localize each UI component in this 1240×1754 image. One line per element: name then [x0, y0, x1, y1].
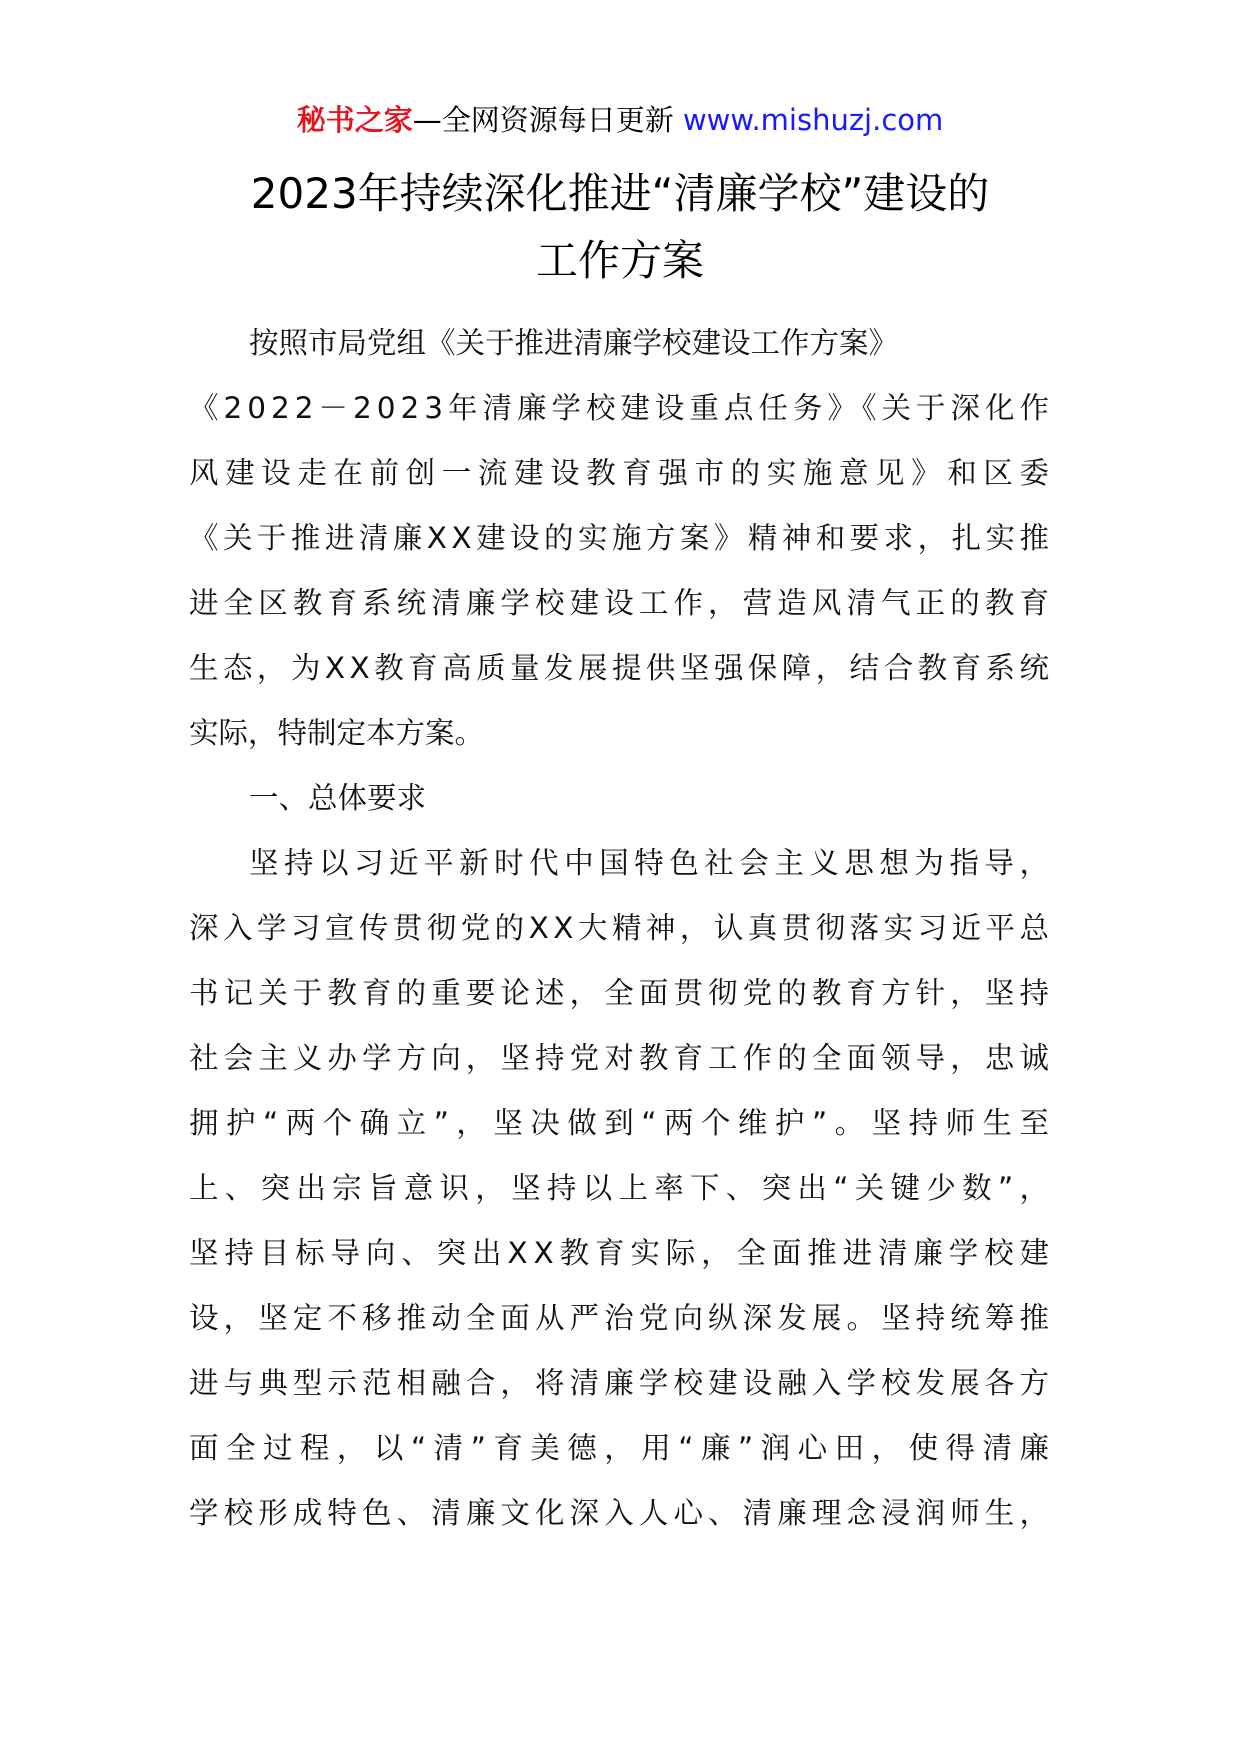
- body-line: 深入学习宣传贯彻党的XX大精神，认真贯彻落实习近平总: [189, 911, 1054, 945]
- body-line: 风建设走在前创一流建设教育强市的实施意见》和区委: [189, 456, 1056, 490]
- body-line: 实际，特制定本方案。: [189, 716, 485, 750]
- body-line: 面全过程，以“清”育美德，用“廉”润心田，使得清廉: [189, 1431, 1057, 1465]
- body-line: 上、突出宗旨意识，坚持以上率下、突出“关键少数”，: [189, 1171, 1056, 1205]
- body-line: 进与典型示范相融合，将清廉学校建设融入学校发展各方: [189, 1366, 1055, 1400]
- body-line: 学校形成特色、清廉文化深入人心、清廉理念浸润师生，: [189, 1496, 1055, 1530]
- body-line: 按照市局党组《关于推进清廉学校建设工作方案》: [249, 326, 899, 360]
- body-line: 《关于推进清廉XX建设的实施方案》精神和要求，扎实推: [189, 521, 1054, 555]
- body-line: 进全区教育系统清廉学校建设工作，营造风清气正的教育: [189, 586, 1055, 620]
- body-line: 坚持以习近平新时代中国特色社会主义思想为指导，: [249, 846, 1055, 880]
- document-title-line-1: 2023年持续深化推进“清廉学校”建设的: [250, 169, 990, 218]
- body-line: 社会主义办学方向，坚持党对教育工作的全面领导，忠诚: [189, 1041, 1055, 1075]
- body-line: 生态，为XX教育高质量发展提供坚强保障，结合教育系统: [189, 651, 1054, 685]
- body-line: 设，坚定不移推动全面从严治党向纵深发展。坚持统筹推: [189, 1301, 1055, 1335]
- site-header: [0, 100, 1240, 140]
- body-line: 拥护“两个确立”，坚决做到“两个维护”。坚持师生至: [189, 1106, 1057, 1140]
- body-line: 坚持目标导向、突出XX教育实际，全面推进清廉学校建: [189, 1236, 1055, 1270]
- body-line: 书记关于教育的重要论述，全面贯彻党的教育方针，坚持: [189, 976, 1055, 1010]
- brand-name: 秘书之家: [296, 103, 413, 137]
- document-title-line-2: 工作方案: [535, 236, 704, 285]
- site-url-link[interactable]: www.mishuzj.com: [682, 103, 944, 137]
- body-line: 《2022－2023年清廉学校建设重点任务》《关于深化作: [189, 391, 1054, 425]
- document-body: [189, 311, 1057, 1546]
- body-line: 一、总体要求: [249, 781, 427, 815]
- header-tagline: —全网资源每日更新: [412, 103, 674, 137]
